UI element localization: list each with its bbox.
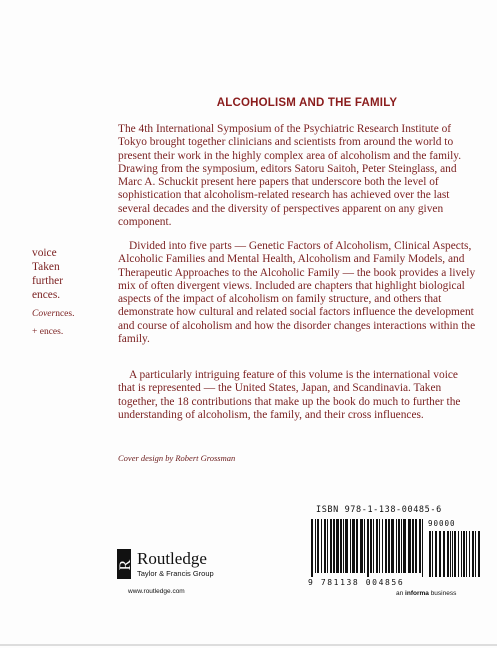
side-fragment-2 (32, 307, 74, 321)
routledge-logo-icon (117, 549, 134, 579)
informa-suffix: business (428, 590, 457, 597)
description-paragraph-2: Divided into five parts — Genetic Factors of Alcoholism, Clinical Aspects, Alcoholic Families and Mental Health, Alcoholism and Family Models, and Therapeutic Approaches to the Alcoholic Family — the book provides a lively mix of often divergent views. Included are chapters that highlight biological aspects of the impact of alcoholism on family structure, and others that demonstrate how cultural and related social factors influence the development and course of alcoholism and how the disorder changes interactions within the family. (118, 240, 476, 346)
informa-business (396, 590, 456, 597)
cover-credit: Cover design by Robert Grossman (118, 453, 236, 463)
side-line: Taken (32, 261, 60, 273)
informa-word: informa (405, 590, 429, 597)
side-fragment-3: + ences. (32, 327, 64, 337)
svg-text:R: R (117, 559, 134, 571)
description-paragraph-1: The 4th International Symposium of the Psychiatric Research Institute of Tokyo brought together clinicians and scientists from around the world to present their work in the highly complex area of alcoholism and the family. Drawing from the symposium, editors Satoru Saitoh, Peter Steinglass, and Marc A. Schuckit present here papers that underscore both the level of sophistication that alcoholism-related research has achieved over the last several decades and the diversity of perspectives apparent on any given component. (118, 123, 462, 229)
informa-prefix: an (396, 590, 406, 597)
publisher-website: www.routledge.com (128, 588, 185, 595)
side-line: further (32, 275, 63, 287)
barcode-digits: 9 781138 004856 (308, 578, 405, 587)
book-title: ALCOHOLISM AND THE FAMILY (216, 97, 398, 109)
side-line: ences. (32, 289, 61, 301)
side-fragment-1 (32, 246, 63, 302)
isbn-label: ISBN 978-1-138-00485-6 (316, 505, 442, 515)
bottom-edge (0, 644, 497, 646)
side-line: voice (32, 247, 57, 259)
publisher-group: Taylor & Francis Group (137, 569, 214, 578)
publisher-name: Routledge (137, 549, 207, 568)
barcode-addon: 90000 (428, 519, 456, 528)
description-paragraph-3: A particularly intriguing feature of this volume is the international voice that is represented — the United States, Japan, and Scandinavia. Taken together, the 18 contributions that make up the book do much to further the understanding of alcoholism, the family, and their cross influences. (118, 369, 461, 421)
barcode-icon (311, 519, 481, 579)
side-rest: nces. (55, 309, 75, 319)
side-italic: Cover (32, 309, 56, 319)
